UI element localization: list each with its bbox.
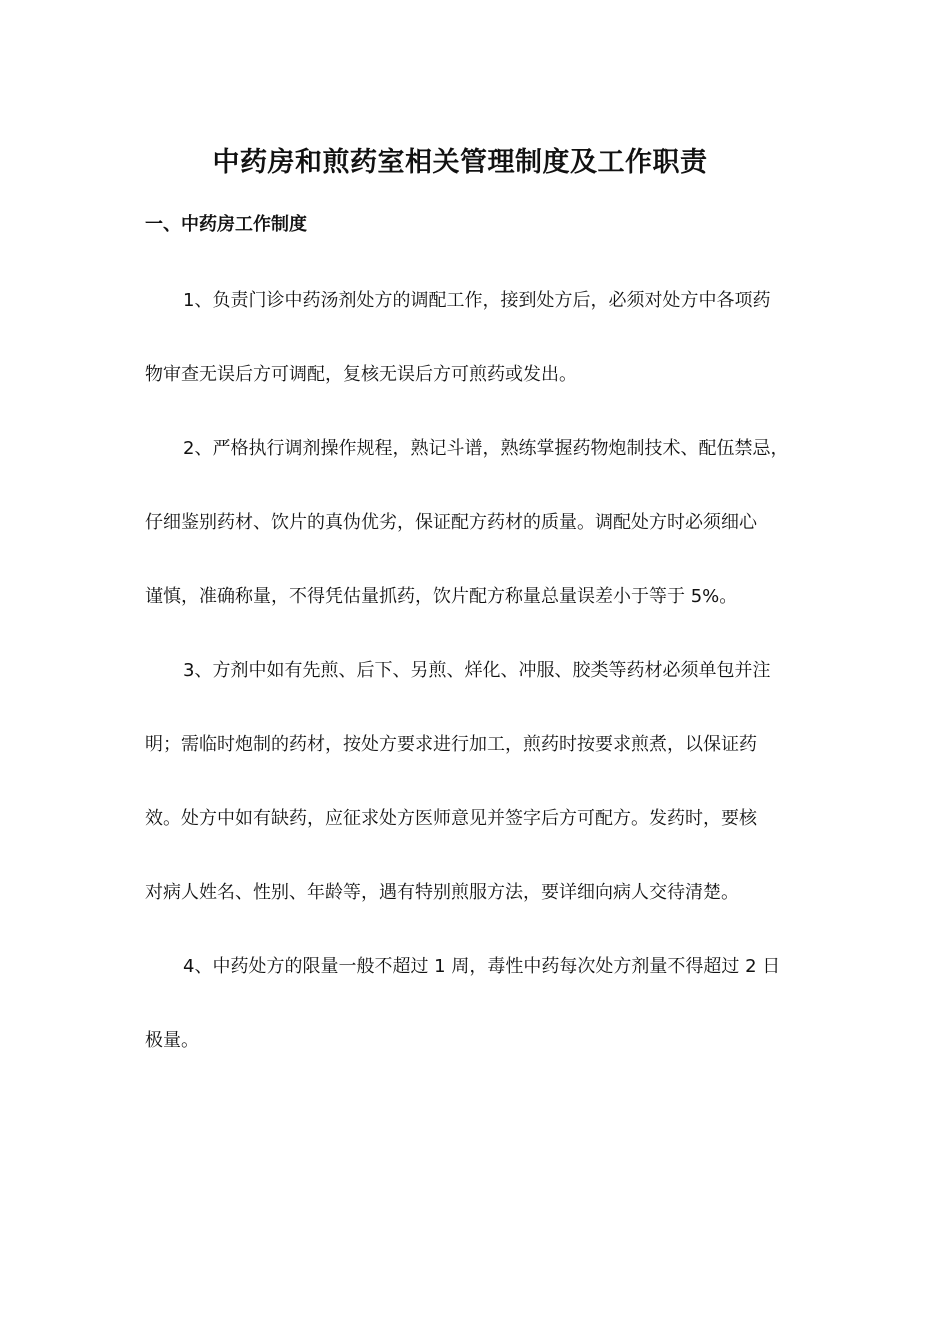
- paragraph-3: [145, 652, 825, 911]
- paragraph-line: 4、中药处方的限量一般不超过 1 周，毒性中药每次处方剂量不得超过 2 日: [183, 956, 781, 977]
- paragraph-line: 1、负责门诊中药汤剂处方的调配工作，接到处方后，必须对处方中各项药: [183, 290, 771, 311]
- paragraph-2: [145, 430, 825, 615]
- paragraph-4: [145, 948, 825, 1059]
- page-title: 中药房和煎药室相关管理制度及工作职责: [212, 147, 708, 178]
- body-text: [145, 282, 825, 1096]
- paragraph-line: 仔细鉴别药材、饮片的真伪优劣，保证配方药材的质量。调配处方时必须细心: [145, 512, 757, 533]
- paragraph-1: [145, 282, 825, 393]
- paragraph-line: 物审查无误后方可调配，复核无误后方可煎药或发出。: [145, 364, 577, 385]
- paragraph-line: 效。处方中如有缺药，应征求处方医师意见并签字后方可配方。发药时，要核: [145, 808, 757, 829]
- paragraph-line: 谨慎，准确称量，不得凭估量抓药，饮片配方称量总量误差小于等于 5%。: [145, 586, 738, 607]
- section-heading: 一、中药房工作制度: [145, 214, 307, 235]
- paragraph-line: 2、严格执行调剂操作规程，熟记斗谱，熟练掌握药物炮制技术、配伍禁忌，: [183, 438, 789, 459]
- paragraph-line: 对病人姓名、性别、年龄等，遇有特别煎服方法，要详细向病人交待清楚。: [145, 882, 739, 903]
- paragraph-line: 明；需临时炮制的药材，按处方要求进行加工，煎药时按要求煎煮，以保证药: [145, 734, 757, 755]
- paragraph-line: 3、方剂中如有先煎、后下、另煎、烊化、冲服、胶类等药材必须单包并注: [183, 660, 771, 681]
- paragraph-line: 极量。: [145, 1030, 199, 1051]
